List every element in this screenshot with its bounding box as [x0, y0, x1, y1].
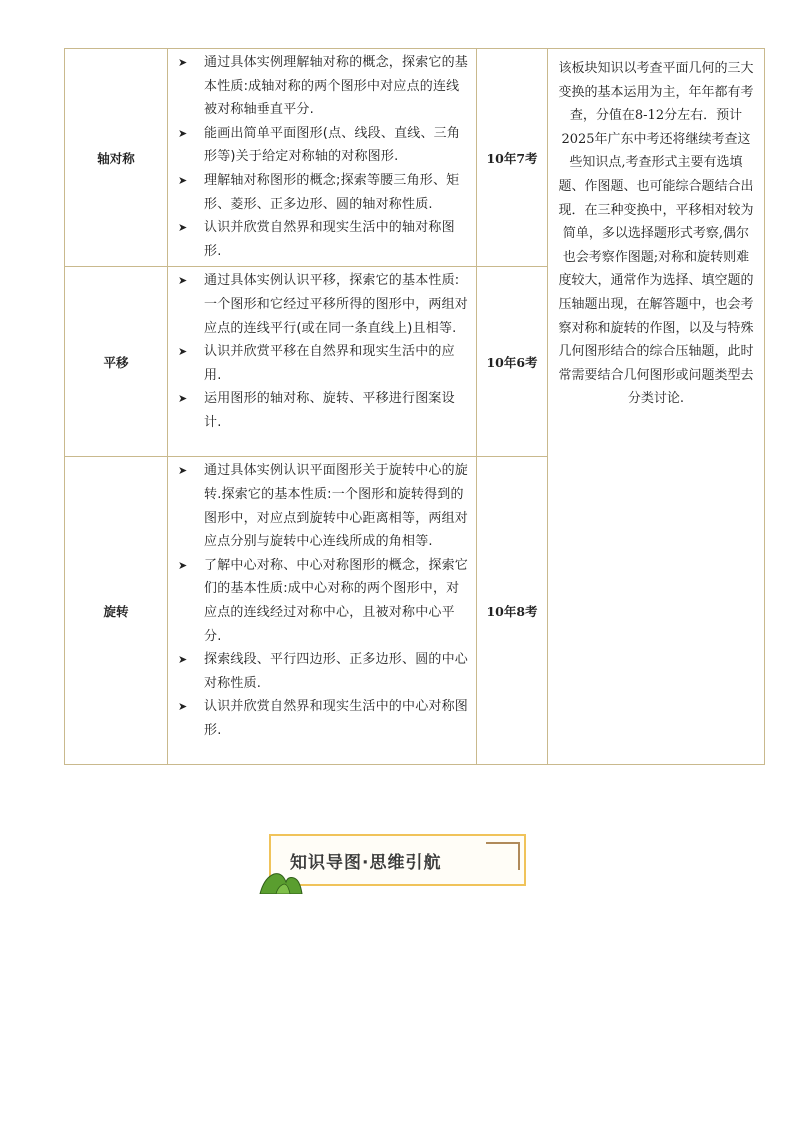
list-item: ➤ 认识并欣赏平移在自然界和现实生活中的应用.: [174, 340, 470, 387]
frequency-cell: 10年7考: [477, 49, 548, 267]
banner-deco-line: [486, 842, 520, 844]
list-item: ➤ 通过具体实例认识平移，探索它的基本性质:一个图形和它经过平移所得的图形中，两组对应点的连线平行(或在同一条直线上)且相等.: [174, 269, 470, 340]
points-cell: [168, 49, 477, 267]
points-cell: [168, 457, 477, 765]
points-cell: [168, 267, 477, 457]
list-item: ➤ 了解中心对称、中心对称图形的概念，探索它们的基本性质:成中心对称的两个图形中，对应点的连线经过对称中心，且被对称中心平分.: [174, 554, 470, 648]
list-item: ➤ 通过具体实例理解轴对称的概念，探索它的基本性质:成轴对称的两个图形中对应点的连线被对称轴垂直平分.: [174, 51, 470, 122]
banner-deco-line: [518, 842, 520, 870]
arrow-bullet-icon: ➤: [178, 56, 188, 69]
arrow-bullet-icon: ➤: [178, 653, 188, 667]
banner-title: 知识导图·思维引航: [290, 853, 442, 873]
topic-cell: 平移: [65, 267, 168, 457]
arrow-bullet-icon: ➤: [178, 464, 188, 478]
section-banner: [258, 834, 530, 894]
arrow-bullet-icon: ➤: [178, 558, 188, 572]
list-item: ➤ 认识并欣赏自然界和现实生活中的轴对称图形.: [174, 216, 470, 263]
frequency-cell: 10年6考: [477, 267, 548, 457]
list-item: ➤ 能画出简单平面图形(点、线段、直线、三角形等)关于给定对称轴的对称图形.: [174, 122, 470, 169]
list-item: ➤ 认识并欣赏自然界和现实生活中的中心对称图形.: [174, 695, 470, 742]
arrow-bullet-icon: ➤: [178, 126, 188, 140]
arrow-bullet-icon: ➤: [178, 700, 188, 714]
arrow-bullet-icon: ➤: [178, 173, 188, 187]
knowledge-table: [64, 48, 765, 765]
table-row: [65, 49, 765, 267]
list-item: ➤ 运用图形的轴对称、旋转、平移进行图案设计.: [174, 387, 470, 434]
green-hills-icon: [258, 868, 308, 894]
analysis-cell: 该板块知识以考查平面几何的三大变换的基本运用为主，年年都有考查，分值在8-12分左右．预计2025年广东中考还将继续考查这些知识点,考查形式主要有选填题、作图题、也可能综合题结合出现．在三种变换中，平移相对较为简单，多以选择题形式考察,偶尔也会考察作图题;对称和旋转则难度较大，通常作为选择、填空题的压轴题出现，在解答题中，也会考察对称和旋转的作图，以及与特殊几何图形结合的综合压轴题，此时常需要结合几何图形或问题类型去分类讨论.: [548, 49, 765, 765]
list-item: ➤ 理解轴对称图形的概念;探索等腰三角形、矩形、菱形、正多边形、圆的轴对称性质.: [174, 169, 470, 216]
list-item: ➤ 探索线段、平行四边形、正多边形、圆的中心对称性质.: [174, 648, 470, 695]
list-item: ➤ 通过具体实例认识平面图形关于旋转中心的旋转.探索它的基本性质:一个图形和旋转得到的图形中，对应点到旋转中心距离相等，两组对应点分别与旋转中心连线所成的角相等.: [174, 459, 470, 553]
topic-cell: 轴对称: [65, 49, 168, 267]
arrow-bullet-icon: ➤: [178, 345, 188, 359]
arrow-bullet-icon: ➤: [178, 221, 188, 235]
arrow-bullet-icon: ➤: [178, 392, 188, 406]
topic-cell: 旋转: [65, 457, 168, 765]
frequency-cell: 10年8考: [477, 457, 548, 765]
arrow-bullet-icon: ➤: [178, 274, 188, 288]
